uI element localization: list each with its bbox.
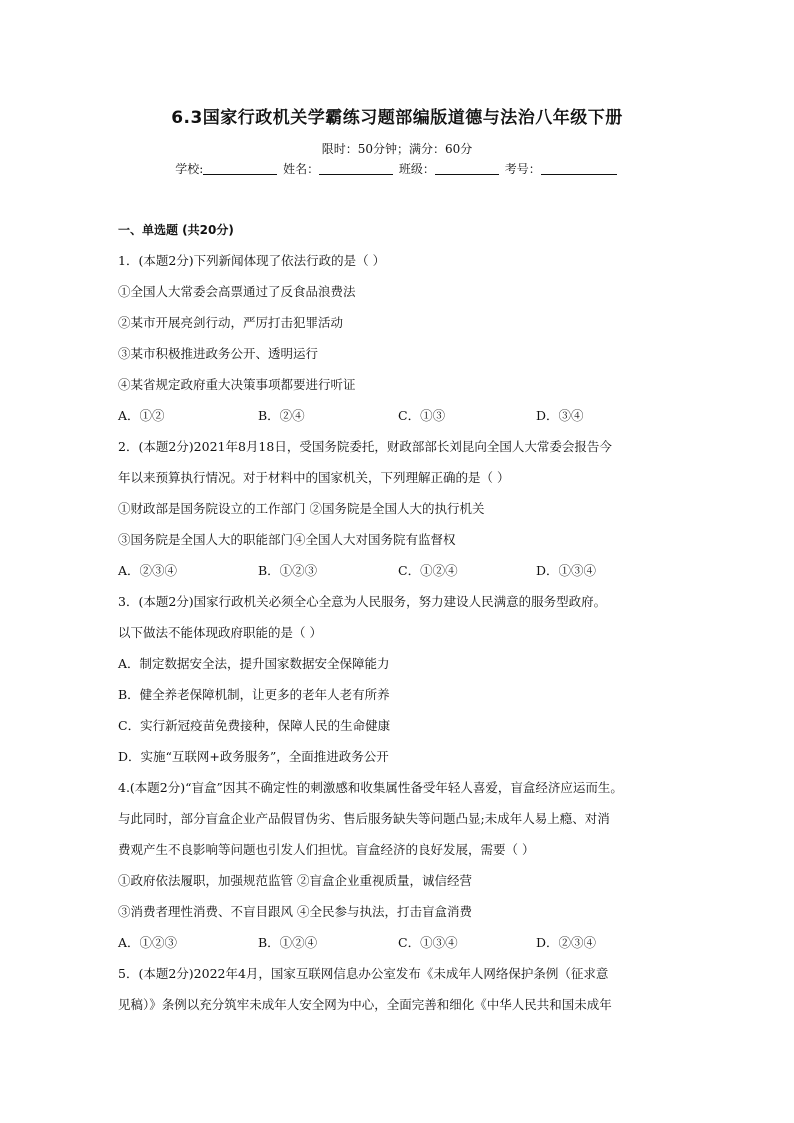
name-label: 姓名： xyxy=(283,162,320,176)
exam-number-label: 考号： xyxy=(504,162,541,176)
question-3-stem-line-2: 以下做法不能体现政府职能的是（ ） xyxy=(118,625,322,640)
question-4-option-c[interactable]: C．①③④ xyxy=(398,935,458,950)
question-1-stem: 1．(本题2分)下列新闻体现了依法行政的是（ ） xyxy=(118,253,386,268)
question-2-option-b[interactable]: B．①②③ xyxy=(258,563,318,578)
question-4-statements-1: ①政府依法履职，加强规范监管 ②盲盒企业重视质量，诚信经营 xyxy=(118,873,472,888)
question-4-statements-2: ③消费者理性消费、不盲目跟风 ④全民参与执法，打击盲盒消费 xyxy=(118,904,472,919)
question-4-option-a[interactable]: A．①②③ xyxy=(118,935,178,950)
class-blank[interactable] xyxy=(435,162,499,175)
question-5-stem-line-1: 5．(本题2分)2022年4月，国家互联网信息办公室发布《未成年人网络保护条例（征求意 xyxy=(118,966,609,981)
question-2-statements-1: ①财政部是国务院设立的工作部门 ②国务院是全国人大的执行机关 xyxy=(118,501,485,516)
question-3-option-c[interactable]: C．实行新冠疫苗免费接种，保障人民的生命健康 xyxy=(118,718,391,733)
question-1-statement-4: ④某省规定政府重大决策事项都要进行听证 xyxy=(118,377,356,392)
question-2-stem-line-1: 2．(本题2分)2021年8月18日，受国务院委托，财政部部长刘昆向全国人大常委会报告今 xyxy=(118,439,612,454)
question-3-option-b[interactable]: B．健全养老保障机制，让更多的老年人老有所养 xyxy=(118,687,390,702)
question-2-statements-2: ③国务院是全国人大的职能部门④全国人大对国务院有监督权 xyxy=(118,532,456,547)
question-4-stem-line-1: 4.(本题2分)“盲盒”因其不确定性的刺激感和收集属性备受年轻人喜爱，盲盒经济应运而生。 xyxy=(118,780,623,795)
question-2-option-c[interactable]: C．①②④ xyxy=(398,563,458,578)
question-2-option-d[interactable]: D．①③④ xyxy=(536,563,597,578)
question-1-statement-3: ③某市积极推进政务公开、透明运行 xyxy=(118,346,319,361)
question-2-option-a[interactable]: A．②③④ xyxy=(118,563,178,578)
question-4-stem-line-2: 与此同时，部分盲盒企业产品假冒伪劣、售后服务缺失等问题凸显;未成年人易上瘾、对消 xyxy=(118,811,610,826)
question-1-option-a[interactable]: A．①② xyxy=(118,408,165,423)
section-title: 一、单选题 (共20分) xyxy=(118,223,234,237)
time-score-limit: 限时：50分钟；满分：60分 xyxy=(321,142,473,156)
question-5-stem-line-2: 见稿）》条例以充分筑牢未成年人安全网为中心，全面完善和细化《中华人民共和国未成年 xyxy=(118,997,612,1012)
exam-number-blank[interactable] xyxy=(541,162,617,175)
class-label: 班级： xyxy=(398,162,435,176)
page-title: 6.3国家行政机关学霸练习题部编版道德与法治八年级下册 xyxy=(171,108,623,128)
student-info-fields xyxy=(0,160,794,177)
question-1-statement-1: ①全国人大常委会高票通过了反食品浪费法 xyxy=(118,284,356,299)
school-label: 学校: xyxy=(175,162,204,176)
question-1-option-d[interactable]: D．③④ xyxy=(536,408,584,423)
question-1-option-c[interactable]: C．①③ xyxy=(398,408,446,423)
question-3-stem-line-1: 3．(本题2分)国家行政机关必须全心全意为人民服务，努力建设人民满意的服务型政府。 xyxy=(118,594,607,609)
question-4-option-d[interactable]: D．②③④ xyxy=(536,935,597,950)
question-4-option-b[interactable]: B．①②④ xyxy=(258,935,318,950)
question-3-option-a[interactable]: A．制定数据安全法，提升国家数据安全保障能力 xyxy=(118,656,390,671)
question-2-stem-line-2: 年以来预算执行情况。对于材料中的国家机关，下列理解正确的是（ ） xyxy=(118,470,510,485)
question-4-stem-line-3: 费观产生不良影响等问题也引发人们担忧。盲盒经济的良好发展，需要（ ） xyxy=(118,842,535,857)
question-1-statement-2: ②某市开展亮剑行动，严厉打击犯罪活动 xyxy=(118,315,344,330)
question-3-option-d[interactable]: D．实施“互联网+政务服务”，全面推进政务公开 xyxy=(118,749,389,764)
question-1-option-b[interactable]: B．②④ xyxy=(258,408,305,423)
name-blank[interactable] xyxy=(319,162,393,175)
school-blank[interactable] xyxy=(203,162,277,175)
